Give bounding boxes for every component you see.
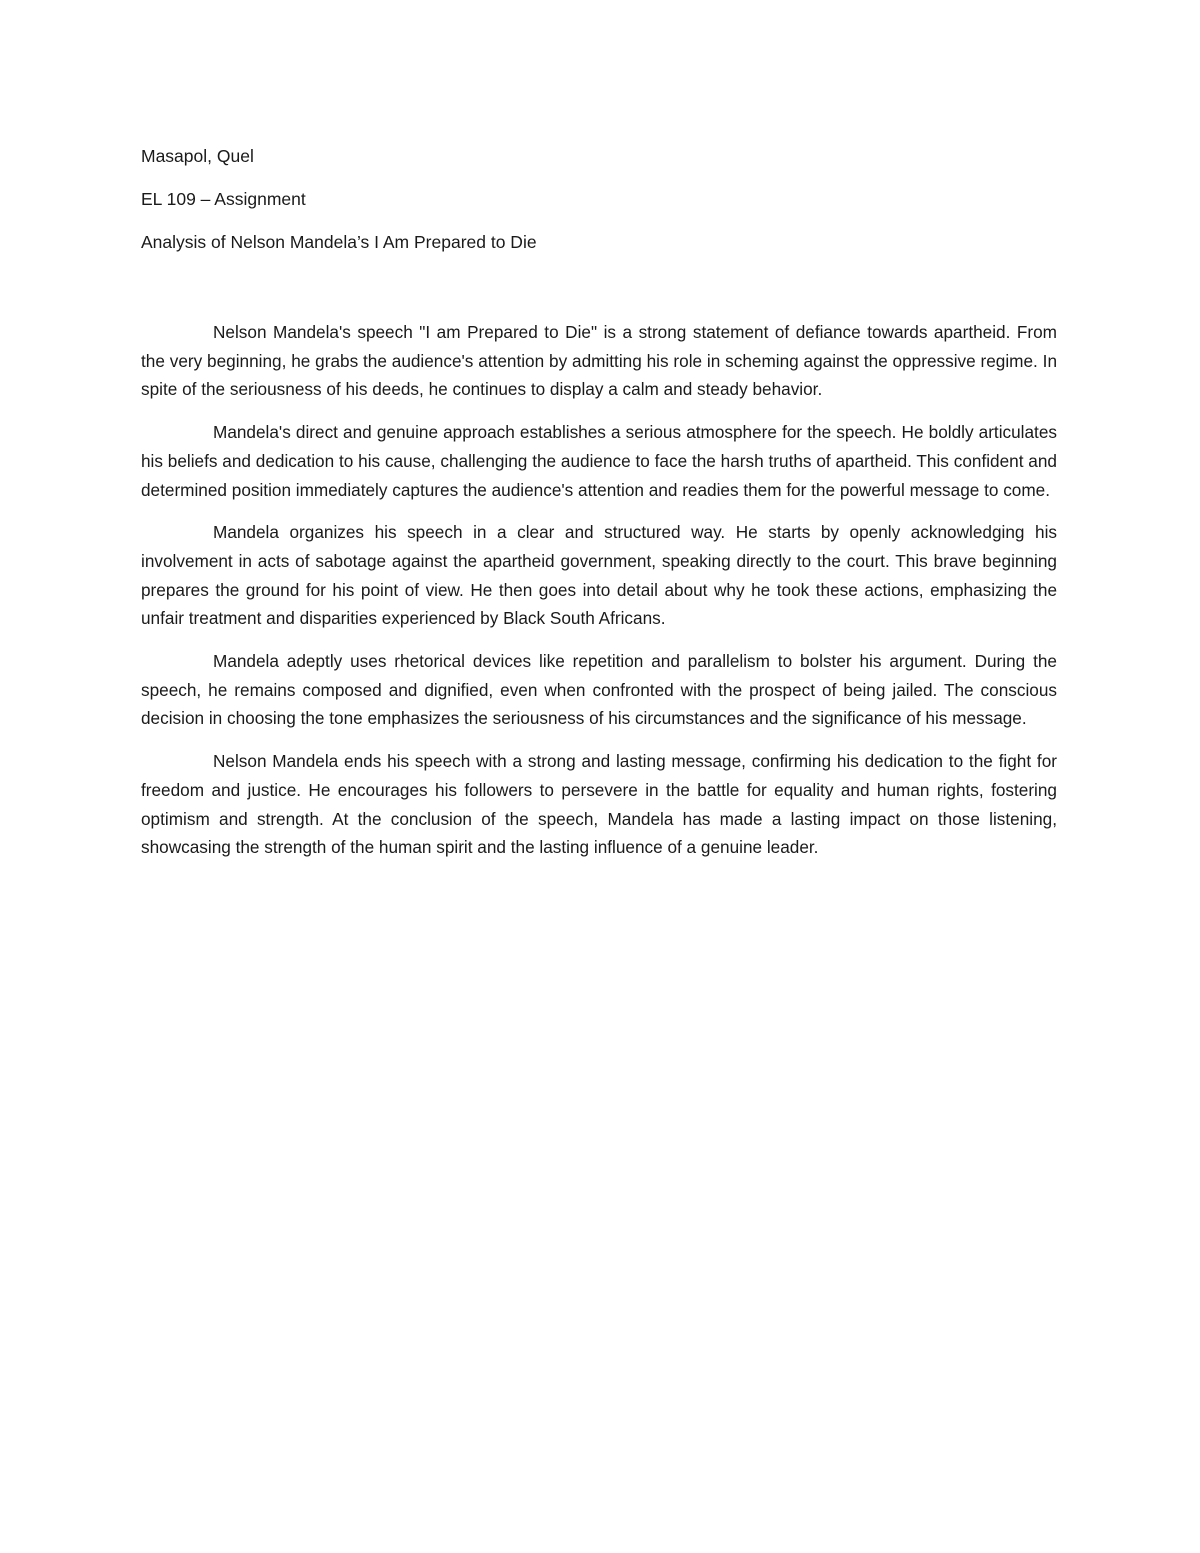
course-line: EL 109 – Assignment <box>141 189 306 209</box>
paragraph-4: Mandela adeptly uses rhetorical devices like repetition and parallelism to bolster his argument. During the speech, he remains composed and dignified, even when confronted with the prospect of being jailed. The conscious decision in choosing the tone emphasizes the seriousness of his circumstances and the significance of his message. <box>141 651 1057 729</box>
document-title: Analysis of Nelson Mandela’s I Am Prepared to Die <box>141 232 537 252</box>
author-name: Masapol, Quel <box>141 146 254 166</box>
paragraph-5: Nelson Mandela ends his speech with a strong and lasting message, confirming his dedication to the fight for freedom and justice. He encourages his followers to persevere in the battle for equality and human rights, fostering optimism and strength. At the conclusion of the speech, Mandela has made a lasting impact on those listening, showcasing the strength of the human spirit and the lasting influence of a genuine leader. <box>141 751 1057 858</box>
paragraph-3: Mandela organizes his speech in a clear and structured way. He starts by openly acknowledging his involvement in acts of sabotage against the apartheid government, speaking directly to the court. This brave beginning prepares the ground for his point of view. He then goes into detail about why he took these actions, emphasizing the unfair treatment and disparities experienced by Black South Africans. <box>141 522 1057 629</box>
essay-body <box>141 318 1057 876</box>
paragraph-2: Mandela's direct and genuine approach establishes a serious atmosphere for the speech. He boldly articulates his beliefs and dedication to his cause, challenging the audience to face the harsh truths of apartheid. This confident and determined position immediately captures the audience's attention and readies them for the powerful message to come. <box>141 422 1057 500</box>
paragraph-1: Nelson Mandela's speech "I am Prepared to Die" is a strong statement of defiance towards apartheid. From the very beginning, he grabs the audience's attention by admitting his role in scheming against the oppressive regime. In spite of the seriousness of his deeds, he continues to display a calm and steady behavior. <box>141 322 1057 400</box>
